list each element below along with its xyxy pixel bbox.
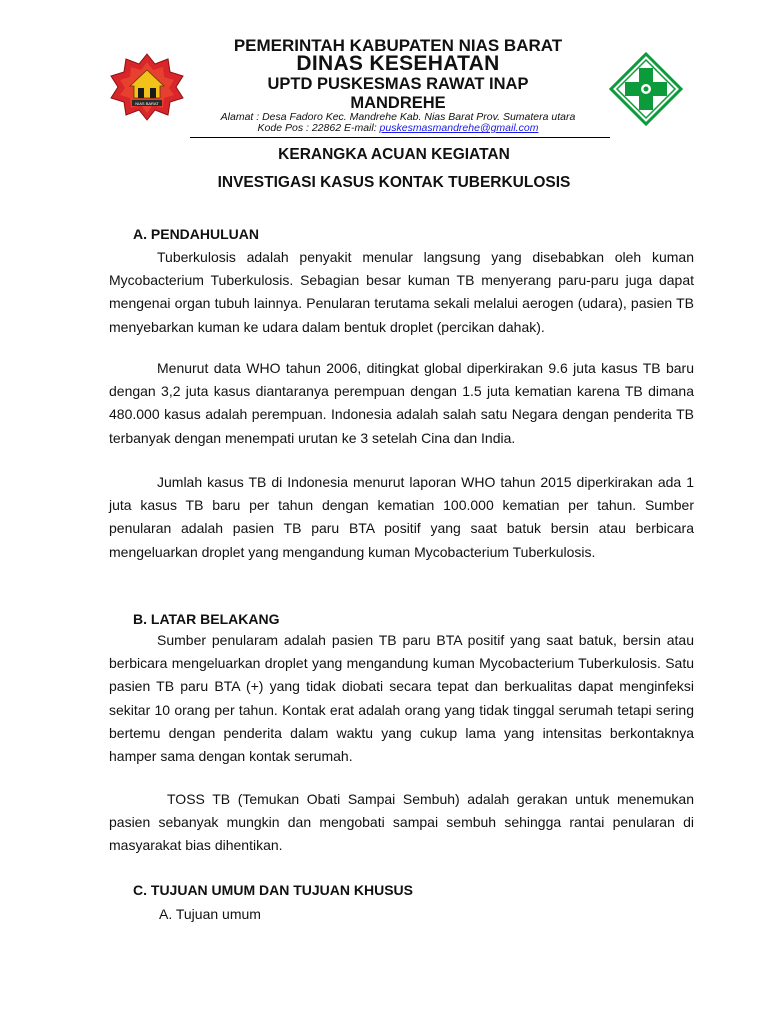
unit-name: UPTD PUSKESMAS RAWAT INAP (267, 75, 529, 93)
address-line: Alamat : Desa Fadoro Kec. Mandrehe Kab. Nias Barat Prov. Sumatera utara (220, 111, 576, 123)
paragraph: Menurut data WHO tahun 2006, ditingkat global diperkirakan 9.6 juta kasus TB baru dengan 3,2 juta kasus diantaranya perempuan dengan 1.5 juta kematian karena TB dimana 480.000 kasus adalah perempuan. Indonesia adalah salah satu Negara dengan penderita TB terbanyak dengan menempati urutan ke 3 setelah Cina dan India. (109, 360, 694, 446)
paragraph: Sumber penularam adalah pasien TB paru BTA positif yang saat batuk, bersin atau berbicara mengeluarkan droplet yang mengandung kuman Mycobacterium Tuberkulosis. Satu pasien TB paru BTA (+) yang tidak diobati secara tepat dan berkualitas dapat menginfeksi sekitar 10 orang per tahun. Kontak erat adalah orang yang tidak tinggal serumah tetapi sering bertemu dengan penderita dalam waktu yang cukup lama yang intensitas berkontaknya hamper sama dengan kontak serumah. (109, 632, 694, 765)
postal-email-line (14, 122, 768, 134)
email-link[interactable]: puskesmasmandrehe@gmail.com (379, 122, 539, 134)
letterhead-divider (190, 137, 610, 138)
department-name: DINAS KESEHATAN (296, 52, 500, 75)
document-title: KERANGKA ACUAN KEGIATAN (278, 146, 510, 163)
section-heading-pendahuluan: A. PENDAHULUAN (133, 226, 259, 242)
paragraph: Jumlah kasus TB di Indonesia menurut laporan WHO tahun 2015 diperkirakan ada 1 juta kasus TB baru per tahun dengan kematian 100.000 kematian per tahun. Sumber penularan adalah pasien TB paru BTA positif yang saat batuk bersin atau berbicara mengeluarkan droplet yang mengandung kuman Mycobacterium Tuberkulosis. (109, 474, 694, 560)
postal-code-label: Kode Pos : 22862 E-mail: (257, 122, 377, 134)
unit-location: MANDREHE (350, 94, 446, 112)
paragraph: TOSS TB (Temukan Obati Sampai Sembuh) adalah gerakan untuk menemukan pasien sebanyak mungkin dan mengobati sampai sembuh sehingga rantai penularan di masyarakat bias dihentikan. (109, 791, 694, 854)
government-name: PEMERINTAH KABUPATEN NIAS BARAT (233, 36, 563, 55)
emblem-caption: NIAS BARAT (135, 101, 159, 106)
section-heading-tujuan: C. TUJUAN UMUM DAN TUJUAN KHUSUS (133, 882, 413, 898)
paragraph: Tuberkulosis adalah penyakit menular langsung yang disebabkan oleh kuman Mycobacterium Tuberkulosis. Sebagian besar kuman TB menyerang paru-paru juga dapat mengenai organ tubuh lainnya. Penularan terutama sekali melalui aerogen (udara), pasien TB menyebarkan kuman ke udara dalam bentuk droplet (percikan dahak). (109, 249, 694, 335)
document-subtitle: INVESTIGASI KASUS KONTAK TUBERKULOSIS (217, 174, 571, 191)
subsection-heading-tujuan-umum: A. Tujuan umum (159, 906, 261, 922)
section-heading-latar-belakang: B. LATAR BELAKANG (133, 611, 280, 627)
